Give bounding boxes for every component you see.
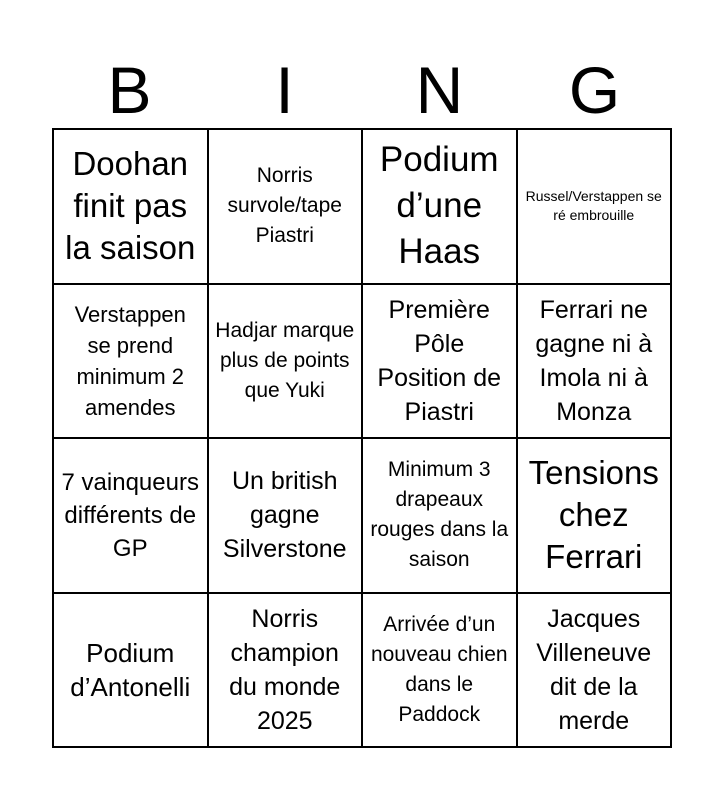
cell-text: Podium d’une Haas <box>379 140 499 272</box>
cell-text: Minimum 3 drapeaux rouges dans la saison <box>370 458 509 572</box>
cell-text: Ferrari ne gagne ni à Imola ni à Monza <box>535 295 653 426</box>
cell-text: Première Pôle Position de Piastri <box>377 295 502 426</box>
bingo-cell-4-4[interactable] <box>517 593 672 748</box>
bingo-cell-2-4[interactable] <box>517 284 672 439</box>
cell-text: Arrivée d’un nouveau chien dans le Paddock <box>370 612 508 726</box>
bingo-cell-3-1[interactable] <box>53 438 208 593</box>
bingo-cell-1-1[interactable] <box>53 129 208 284</box>
bingo-cell-3-2[interactable] <box>208 438 363 593</box>
bingo-cell-1-2[interactable] <box>208 129 363 284</box>
bingo-cell-2-3[interactable] <box>362 284 517 439</box>
bingo-cell-2-1[interactable] <box>53 284 208 439</box>
header-letter-b: B <box>107 53 152 127</box>
bingo-cell-3-4[interactable] <box>517 438 672 593</box>
cell-text: Un british gagne Silverstone <box>222 467 347 564</box>
bingo-grid <box>52 128 672 748</box>
bingo-header <box>52 52 672 128</box>
bingo-cell-4-3[interactable] <box>362 593 517 748</box>
cell-text: Norris survole/tape Piastri <box>227 164 342 248</box>
header-letter-i: I <box>275 53 294 127</box>
cell-text: Tensions chez Ferrari <box>528 454 659 576</box>
cell-text: Verstappen se prend minimum 2 amendes <box>74 301 186 420</box>
bingo-cell-4-2[interactable] <box>208 593 363 748</box>
bingo-cell-2-2[interactable] <box>208 284 363 439</box>
cell-text: Norris champion du monde 2025 <box>229 604 341 735</box>
header-letter-g: G <box>568 53 621 127</box>
cell-text: 7 vainqueurs différents de GP <box>61 468 199 562</box>
cell-text: Russel/Verstappen se ré embrouille <box>525 188 662 224</box>
bingo-cell-1-3[interactable] <box>362 129 517 284</box>
cell-text: Podium d’Antonelli <box>70 637 191 702</box>
header-letter-n: N <box>415 53 464 127</box>
cell-text: Jacques Villeneuve dit de la merde <box>536 604 652 735</box>
cell-text: Hadjar marque plus de points que Yuki <box>215 318 355 402</box>
cell-text: Doohan finit pas la saison <box>65 145 196 267</box>
bingo-cell-1-4[interactable] <box>517 129 672 284</box>
bingo-cell-3-3[interactable] <box>362 438 517 593</box>
bingo-cell-4-1[interactable] <box>53 593 208 748</box>
